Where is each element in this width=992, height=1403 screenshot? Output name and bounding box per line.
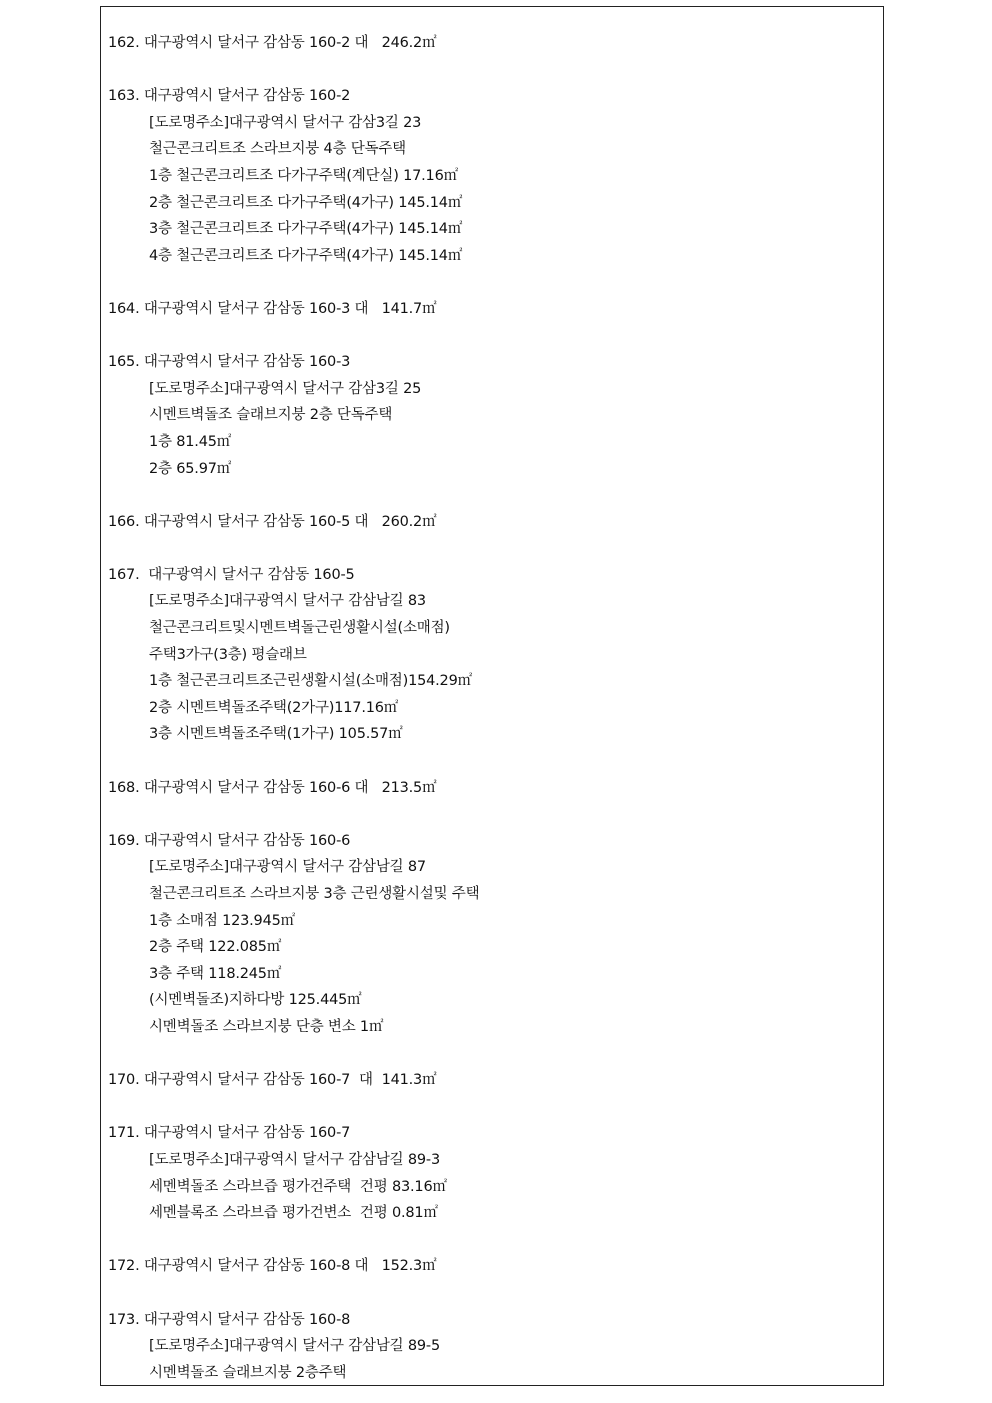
entry-heading: 168. 대구광역시 달서구 감삼동 160-6 대 213.5㎡ [108, 779, 437, 796]
property-list [108, 30, 878, 1386]
property-entry [108, 1253, 878, 1306]
entry-detail: 3층 시멘트벽돌조주택(1가구) 105.57㎡ [149, 726, 403, 743]
property-entry [108, 509, 878, 562]
entry-detail: [도로명주소]대구광역시 달서구 감삼남길 89-3 [149, 1151, 440, 1168]
entry-detail: 1층 소매점 123.945㎡ [149, 912, 295, 929]
entry-detail: 3층 철근콘크리트조 다가구주택(4가구) 145.14㎡ [149, 221, 463, 238]
entry-spacer [108, 1094, 878, 1121]
property-entry [108, 562, 878, 775]
entry-heading: 169. 대구광역시 달서구 감삼동 160-6 [108, 832, 351, 849]
entry-detail: 철근콘크리트조 스라브지붕 3층 근린생활시설및 주택 [149, 886, 480, 902]
entry-spacer [108, 1041, 878, 1068]
entry-spacer [108, 535, 878, 562]
entry-heading: 171. 대구광역시 달서구 감삼동 160-7 [108, 1125, 351, 1142]
entry-spacer [108, 748, 878, 775]
entry-spacer [108, 269, 878, 296]
entry-spacer [108, 57, 878, 84]
property-entry [108, 296, 878, 349]
entry-detail: [도로명주소]대구광역시 달서구 감삼남길 87 [149, 859, 426, 876]
entry-detail: 시멘벽돌조 슬래브지붕 2층주택 [149, 1364, 347, 1381]
entry-heading: 162. 대구광역시 달서구 감삼동 160-2 대 246.2㎡ [108, 35, 437, 51]
entry-spacer [108, 323, 878, 350]
entry-detail: 1층 철근콘크리트조근린생활시설(소매점)154.29㎡ [149, 673, 472, 690]
entry-detail: [도로명주소]대구광역시 달서구 감삼3길 25 [149, 380, 422, 397]
entry-heading: 170. 대구광역시 달서구 감삼동 160-7 대 141.3㎡ [108, 1072, 437, 1089]
entry-detail: 2층 시멘트벽돌조주택(2가구)117.16㎡ [149, 699, 399, 716]
entry-detail: 2층 65.97㎡ [149, 460, 232, 477]
entry-detail: 세멘벽돌조 스라브즙 평가건주택 건평 83.16㎡ [149, 1178, 447, 1195]
property-entry [108, 1307, 878, 1387]
entry-detail: 4층 철근콘크리트조 다가구주택(4가구) 145.14㎡ [149, 247, 463, 264]
entry-detail: 철근콘크리트조 스라브지붕 4층 단독주택 [149, 141, 406, 158]
entry-heading: 163. 대구광역시 달서구 감삼동 160-2 [108, 88, 351, 105]
entry-detail: 1층 철근콘크리트조 다가구주택(계단실) 17.16㎡ [149, 167, 458, 184]
entry-detail: 2층 철근콘크리트조 다가구주택(4가구) 145.14㎡ [149, 194, 463, 211]
property-entry [108, 1120, 878, 1253]
entry-detail: 3층 주택 118.245㎡ [149, 965, 282, 982]
entry-spacer [108, 1280, 878, 1307]
entry-spacer [108, 1227, 878, 1254]
entry-detail: (시멘벽돌조)지하다방 125.445㎡ [149, 992, 362, 1009]
entry-detail: 주택3가구(3층) 평슬래브 [149, 646, 307, 663]
property-entry [108, 83, 878, 296]
entry-detail: 철근콘크리트및시멘트벽돌근린생활시설(소매점) [149, 620, 450, 637]
entry-spacer [108, 482, 878, 509]
entry-detail: 시멘트벽돌조 슬래브지붕 2층 단독주택 [149, 407, 393, 424]
property-entry [108, 349, 878, 509]
entry-heading: 173. 대구광역시 달서구 감삼동 160-8 [108, 1311, 351, 1328]
entry-detail: 1층 81.45㎡ [149, 433, 232, 450]
entry-spacer [108, 801, 878, 828]
entry-detail: [도로명주소]대구광역시 달서구 감삼남길 83 [149, 593, 426, 610]
property-entry [108, 1067, 878, 1120]
entry-heading: 165. 대구광역시 달서구 감삼동 160-3 [108, 354, 351, 371]
property-entry [108, 828, 878, 1067]
entry-detail: [도로명주소]대구광역시 달서구 감삼3길 23 [149, 114, 422, 131]
entry-detail: [도로명주소]대구광역시 달서구 감삼남길 89-5 [149, 1338, 440, 1355]
entry-heading: 172. 대구광역시 달서구 감삼동 160-8 대 152.3㎡ [108, 1258, 437, 1275]
entry-heading: 164. 대구광역시 달서구 감삼동 160-3 대 141.7㎡ [108, 300, 437, 317]
entry-detail: 세멘블록조 스라브즙 평가건변소 건평 0.81㎡ [149, 1205, 438, 1222]
property-entry [108, 30, 878, 83]
entry-heading: 166. 대구광역시 달서구 감삼동 160-5 대 260.2㎡ [108, 513, 437, 530]
entry-heading: 167. 대구광역시 달서구 감삼동 160-5 [108, 566, 355, 583]
entry-detail: 시멘벽돌조 스라브지붕 단층 변소 1㎡ [149, 1018, 384, 1035]
property-entry [108, 775, 878, 828]
entry-detail: 2층 주택 122.085㎡ [149, 939, 282, 956]
